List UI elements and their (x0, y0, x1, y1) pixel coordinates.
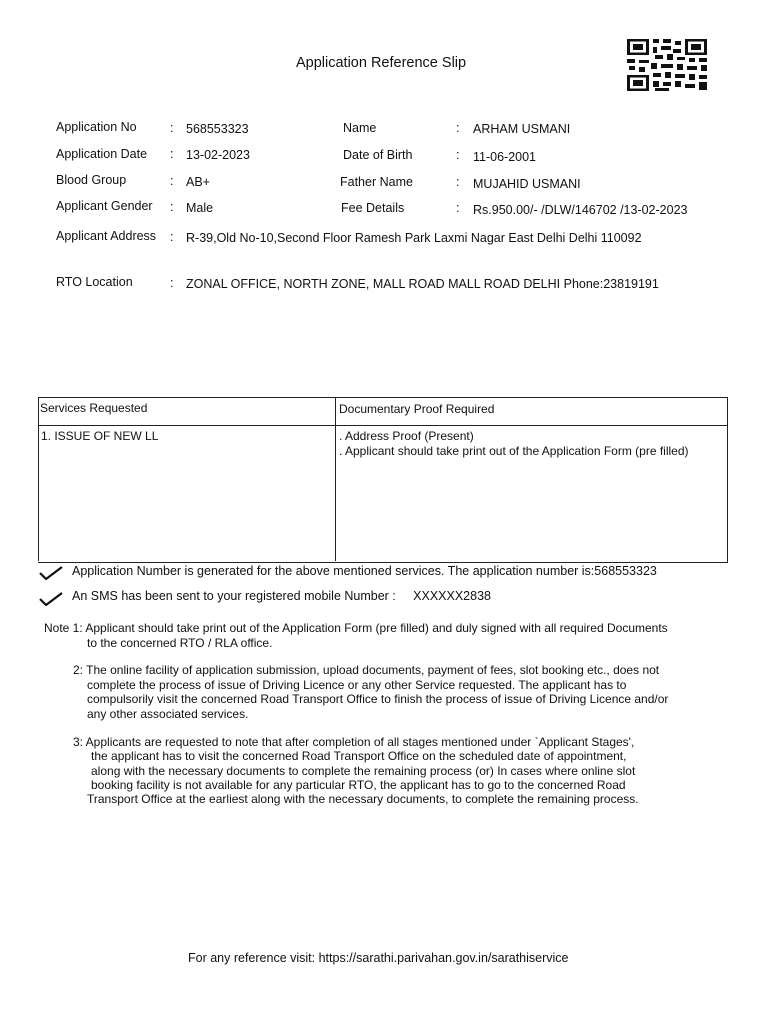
note-3-line: Transport Office at the earliest along with the necessary documents, to complete the remaining process. (87, 792, 639, 806)
note-3-line: booking facility is not available for any particular RTO, the applicant has to go to the concerned Road (91, 778, 626, 792)
colon: : (456, 148, 460, 162)
colon: : (170, 174, 174, 188)
note-3-line: along with the necessary documents to complete the remaining process (or) In cases where online slot (91, 764, 636, 778)
note-3-line: the applicant has to visit the concerned Road Transport Office on the scheduled date of appointment, (91, 749, 627, 763)
note-2-line: compulsorily visit the concerned Road Transport Office to finish the process of issue of Driving Licence and/or (87, 692, 669, 706)
note-3-line: 3: Applicants are requested to note that after completion of all stages mentioned under `Applicant Stages', (73, 735, 635, 749)
application-date-value: 13-02-2023 (186, 148, 250, 162)
colon: : (456, 201, 460, 215)
father-name-value: MUJAHID USMANI (473, 177, 581, 191)
application-no-label: Application No (56, 120, 137, 134)
name-label: Name (343, 121, 377, 135)
confirmation-sms: An SMS has been sent to your registered mobile Number : XXXXXX2838 (72, 589, 491, 603)
documentary-proof-header: Documentary Proof Required (339, 402, 495, 416)
footer-reference-link[interactable]: For any reference visit: https://sarathi.parivahan.gov.in/sarathiservice (188, 951, 569, 965)
service-item: 1. ISSUE OF NEW LL (41, 429, 159, 443)
blood-group-label: Blood Group (56, 173, 127, 187)
proof-item: . Applicant should take print out of the Application Form (pre filled) (339, 444, 689, 458)
note-1-line: to the concerned RTO / RLA office. (87, 636, 273, 650)
rto-location-label: RTO Location (56, 275, 133, 289)
applicant-address-value: R-39,Old No-10,Second Floor Ramesh Park Laxmi Nagar East Delhi Delhi 110092 (186, 231, 642, 245)
colon: : (456, 121, 460, 135)
colon: : (170, 147, 174, 161)
applicant-gender-value: Male (186, 201, 214, 215)
note-2-line: any other associated services. (87, 707, 249, 721)
fee-details-value: Rs.950.00/- /DLW/146702 /13-02-2023 (473, 203, 688, 217)
application-no-value: 568553323 (186, 122, 249, 136)
checkmark-icon (39, 592, 63, 606)
note-2-line: 2: The online facility of application submission, upload documents, payment of fees, slot booking etc., does not (73, 663, 660, 677)
colon: : (170, 200, 174, 214)
qr-code-icon (626, 38, 708, 92)
colon: : (170, 276, 174, 290)
father-name-label: Father Name (340, 175, 413, 189)
fee-details-label: Fee Details (341, 201, 405, 215)
page-title: Application Reference Slip (296, 55, 467, 71)
proof-item: . Address Proof (Present) (339, 429, 474, 443)
applicant-address-label: Applicant Address (56, 229, 157, 243)
services-requested-header: Services Requested (40, 401, 148, 415)
colon: : (456, 175, 460, 189)
name-value: ARHAM USMANI (473, 122, 571, 136)
date-of-birth-value: 11-06-2001 (473, 150, 537, 164)
checkmark-icon (39, 566, 63, 580)
services-table (38, 397, 728, 562)
application-date-label: Application Date (56, 147, 148, 161)
confirmation-application-number: Application Number is generated for the above mentioned services. The application number is:568553323 (72, 564, 657, 578)
blood-group-value: AB+ (186, 175, 210, 189)
colon: : (170, 230, 174, 244)
colon: : (170, 121, 174, 135)
rto-location-value: ZONAL OFFICE, NORTH ZONE, MALL ROAD MALL ROAD DELHI Phone:23819191 (186, 277, 659, 291)
applicant-gender-label: Applicant Gender (56, 199, 153, 213)
date-of-birth-label: Date of Birth (343, 148, 413, 162)
note-2-line: complete the process of issue of Driving Licence or any other Service requested. The applicant has to (87, 678, 627, 692)
note-1-line: Note 1: Applicant should take print out of the Application Form (pre filled) and duly signed with all required Documents (44, 621, 668, 635)
